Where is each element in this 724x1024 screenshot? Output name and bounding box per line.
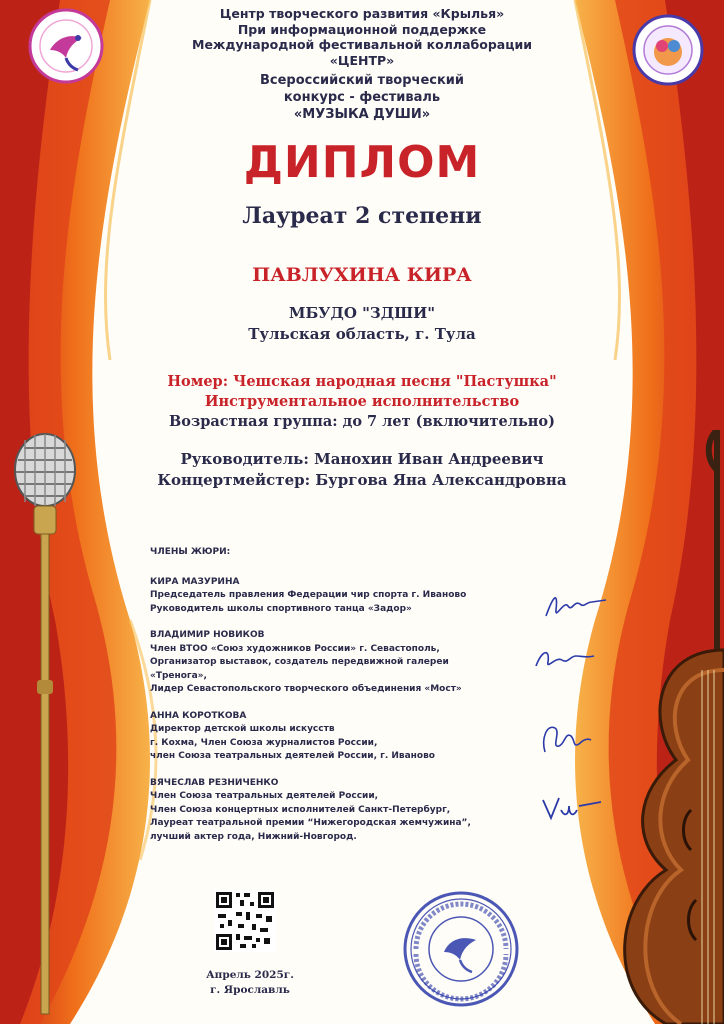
jury-member-title: Лауреат театральной премии “Нижегородская жемчужина”, bbox=[150, 818, 471, 828]
issue-info bbox=[180, 968, 320, 998]
jury-member-title: «Тренога», bbox=[150, 670, 207, 681]
school-name: МБУДО "ЗДШИ" bbox=[288, 304, 436, 322]
jury-member-title: лучший актер года, Нижний-Новгород. bbox=[150, 831, 357, 842]
jury-member-title: г. Кохма, Член Союза журналистов России, bbox=[150, 737, 378, 748]
jury-member-title: Член Союза театральных деятелей России, bbox=[150, 791, 379, 801]
jury-member bbox=[150, 777, 550, 845]
jury-section bbox=[150, 546, 550, 857]
jury-member bbox=[150, 629, 550, 697]
age-group: Возрастная группа: до 7 лет (включительно) bbox=[169, 413, 555, 430]
organizer-line: Международной фестивальной коллаборации bbox=[192, 37, 532, 52]
issue-city: г. Ярославль bbox=[210, 984, 290, 996]
participant-name: ПАВЛУХИНА КИРА bbox=[252, 264, 472, 286]
jury-member-title: Председатель правления Федерации чир спорта г. Иваново bbox=[150, 590, 467, 600]
leader-name: Руководитель: Манохин Иван Андреевич bbox=[180, 450, 544, 468]
jury-member-title: Член Союза концертных исполнителей Санкт-Петербург, bbox=[150, 804, 451, 815]
piece-title: Номер: Чешская народная песня "Пастушка" bbox=[167, 373, 557, 390]
jury-member bbox=[150, 576, 550, 617]
organization-stamp-icon bbox=[402, 890, 520, 1008]
violin-icon bbox=[596, 430, 724, 1024]
jury-member bbox=[150, 710, 550, 764]
jury-member-name: ВЛАДИМИР НОВИКОВ bbox=[150, 630, 265, 640]
school-block bbox=[0, 303, 724, 345]
signature-icon bbox=[535, 788, 605, 828]
signature-icon bbox=[530, 640, 600, 676]
jury-member-title: Руководитель школы спортивного танца «Задор» bbox=[150, 603, 412, 614]
festival-line: конкурс - фестиваль bbox=[283, 90, 441, 105]
laureate-degree: Лауреат 2 степени bbox=[242, 203, 482, 229]
jury-heading: ЧЛЕНЫ ЖЮРИ: bbox=[150, 547, 231, 557]
jury-member-title: Член ВТОО «Союз художников России» г. Севастополь, bbox=[150, 643, 440, 654]
festival-line: Всероссийский творческий bbox=[259, 73, 465, 88]
jury-member-title: Организатор выставок, создатель передвижной галереи bbox=[150, 657, 449, 667]
leaders-block bbox=[0, 449, 724, 491]
festival-line: «МУЗЫКА ДУШИ» bbox=[293, 107, 431, 122]
jury-member-name: АННА КОРОТКОВА bbox=[150, 710, 247, 721]
microphone-icon bbox=[10, 430, 80, 1024]
issue-date: Апрель 2025г. bbox=[206, 969, 294, 981]
jury-member-title: член Союза театральных деятелей России, г. Иваново bbox=[150, 751, 435, 761]
qr-code-icon bbox=[214, 890, 276, 952]
organizer-block bbox=[0, 6, 724, 68]
organizer-line: Центр творческого развития «Крылья» bbox=[219, 6, 505, 21]
organizer-line: При информационной поддержке bbox=[237, 21, 487, 37]
jury-member-title: Директор детской школы искусств bbox=[150, 724, 335, 734]
jury-member-name: ВЯЧЕСЛАВ РЕЗНИЧЕНКО bbox=[150, 777, 279, 788]
signature-icon bbox=[540, 586, 610, 626]
nomination: Инструментальное исполнительство bbox=[204, 393, 520, 410]
school-location: Тульская область, г. Тула bbox=[248, 325, 476, 343]
performance-details bbox=[0, 372, 724, 432]
accompanist-name: Концертмейстер: Бургова Яна Александровна bbox=[157, 471, 567, 489]
festival-block bbox=[0, 72, 724, 123]
jury-member-title: Лидер Севастопольского творческого объединения «Мост» bbox=[150, 684, 462, 694]
jury-member-name: КИРА МАЗУРИНА bbox=[150, 576, 240, 587]
diploma-title: ДИПЛОМ bbox=[243, 137, 481, 188]
signature-icon bbox=[535, 718, 595, 762]
organizer-line: «ЦЕНТР» bbox=[329, 52, 395, 68]
